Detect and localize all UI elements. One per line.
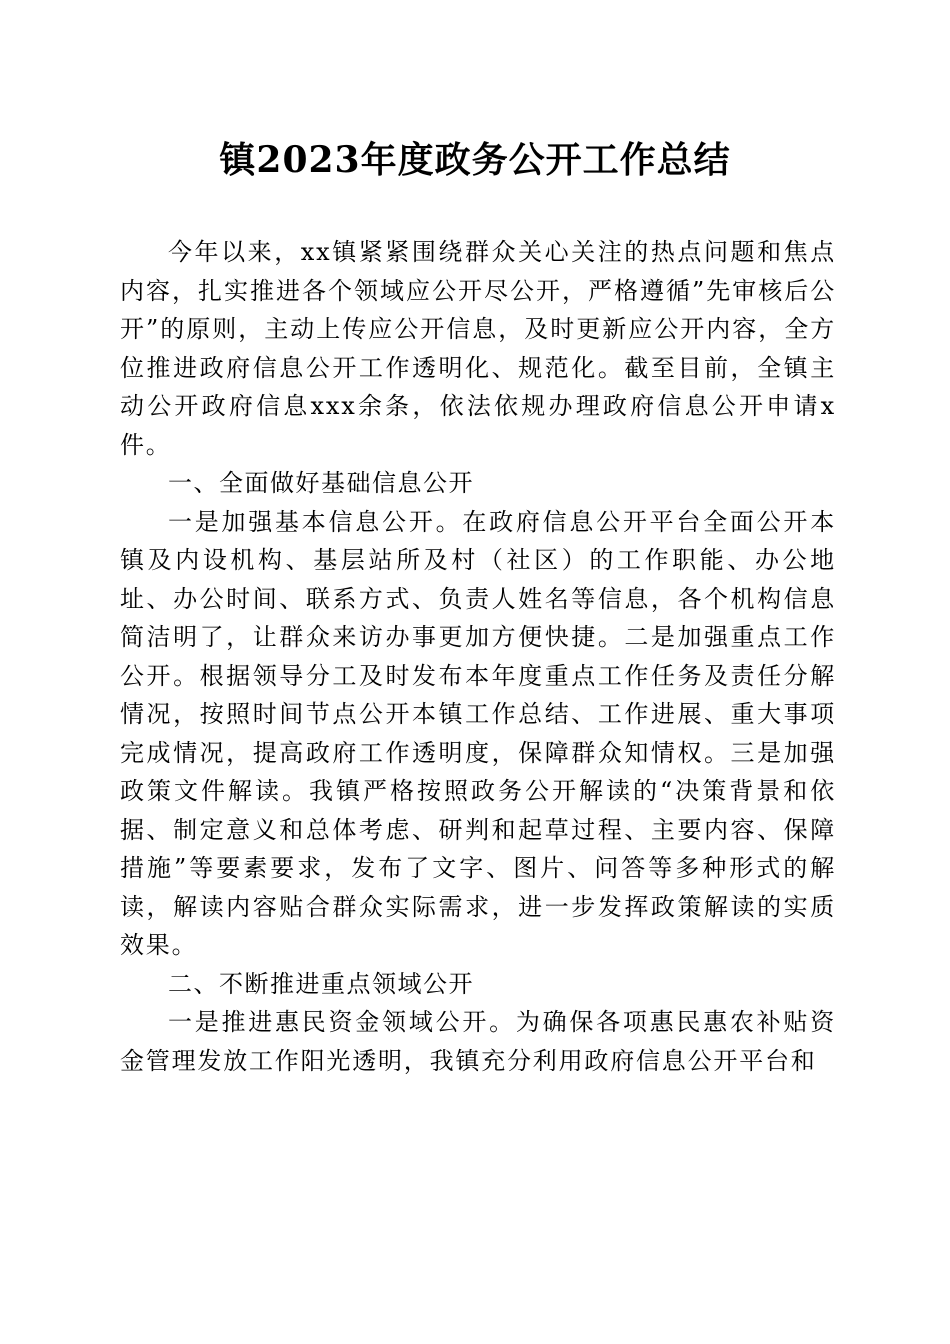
section-2-heading: 二、不断推进重点领域公开 — [168, 969, 474, 998]
section-1-text: 在政府信息公开平台全面公开本镇及内设机构、基层站所及村（社区）的工作职能、办公地址、办公时间、联系方式、负责人姓名等信息，各个机构信息简洁明了，让群众来访办事更加方便快捷。二是加强重点工作公开。根据领导分工及时发布本年度重点工作任务及责任分解情况，按照时间节点公开本镇工作总结、工作进展、重大事项完成情况，提高政府工作透明度，保障群众知情权。三是加强政策文件解读。我镇严格按照政务公开解读的“决策背景和依据、制定意义和总体考虑、研判和起草过程、主要内容、保障措施”等要素要求，发布了文字、图片、问答等多种形式的解读，解读内容贴合群众实际需求，进一步发挥政策解读的实质效果。 — [120, 507, 836, 959]
section-2-paragraph — [120, 1003, 836, 1080]
intro-paragraph: 今年以来，xx镇紧紧围绕群众关心关注的热点问题和焦点内容，扎实推进各个领域应公开尽公开，严格遵循”先审核后公开”的原则，主动上传应公开信息，及时更新应公开内容，全方位推进政府信息公开工作透明化、规范化。截至目前，全镇主动公开政府信息xxx余条，依法依规办理政府信息公开申请x件。 — [120, 238, 836, 459]
section-2-text: 为确保各项惠民惠农补贴资金管理发放工作阳光透明，我镇充分利用政府信息公开平台和 — [120, 1008, 836, 1075]
document-body — [120, 233, 836, 1080]
section-1-lead: 一是加强基本信息公开。 — [168, 507, 463, 536]
section-1-paragraph — [120, 503, 836, 965]
section-1-heading: 一、全面做好基础信息公开 — [168, 469, 474, 497]
section-2-lead: 一是推进惠民资金领域公开。 — [168, 1008, 516, 1036]
document-title: 镇2023年度政务公开工作总结 — [219, 139, 731, 181]
